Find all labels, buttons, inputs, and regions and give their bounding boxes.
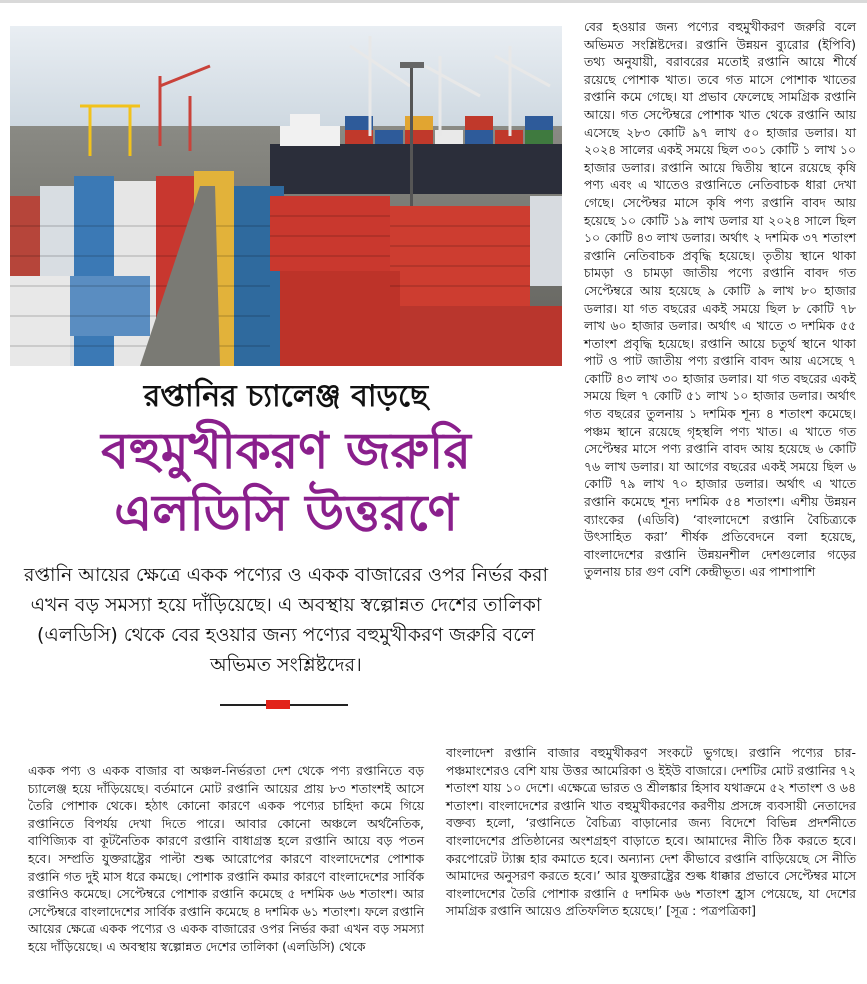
- divider-accent-mark: [266, 700, 290, 709]
- headline-line-2: এলডিসি উত্তরণে: [114, 483, 458, 542]
- headline-line-1: বহুমুখীকরণ জরুরি: [101, 421, 471, 480]
- article-left-column: একক পণ্য ও একক বাজার বা অঞ্চল-নির্ভরতা দেশ থেকে পণ্য রপ্তানিতে বড় চ্যালেঞ্জ হয়ে দাঁড়িয়েছে। বর্তমানে মোট রপ্তানি আয়ের প্রায় ৮৩ শতাংশই আসে তৈরি পোশাক থেকে। হঠাৎ কোনো কারণে একক পণ্যের চাহিদা কমে গিয়ে রপ্তানিতে বিপর্যয় দেখা দিতে পারে। আবার কোনো অঞ্চলে অর্থনৈতিক, বাণিজ্যিক বা কূটনৈতিক কারণে রপ্তানি বাধাগ্রস্ত হলে রপ্তানি আয়ে বড় পতন হবে। সম্প্রতি যুক্তরাষ্ট্রের পাল্টা শুল্ক আরোপের কারণে বাংলাদেশের পোশাক রপ্তানি গত দুই মাস ধরে কমছে। পোশাক রপ্তানি কমার কারণে বাংলাদেশের সার্বিক রপ্তানিও কমেছে। সেপ্টেম্বরে পোশাক রপ্তানি কমেছে ৫ দশমিক ৬৬ শতাংশ। আর সেপ্টেম্বরে বাংলাদেশের সার্বিক রপ্তানি কমেছে ৪ দশমিক ৬১ শতাংশ। ফলে রপ্তানি আয়ের ক্ষেত্রে একক পণ্যের ও একক বাজারের ওপর নির্ভর করা এখন বড় সমস্যা হয়ে দাঁড়িয়েছে। এ অবস্থায় স্বল্পোন্নত দেশের তালিকা (এলডিসি) থেকে: [28, 763, 424, 954]
- article-wide-column: বাংলাদেশ রপ্তানি বাজার বহুমুখীকরণ সংকটে ভুগছে। রপ্তানি পণ্যের চার-পঞ্চমাংশেরও বেশি যায় উত্তর আমেরিকা ও ইইউ বাজারে। দেশটির মোট রপ্তানির ৭২ শতাংশ যায় ১০ দেশে। এক্ষেত্রে ভারত ও শ্রীলঙ্কার হিসাব যথাক্রমে ৫২ শতাংশ ও ৬৪ শতাংশ। বাংলাদেশের রপ্তানি খাত বহুমুখীকরণের করণীয় প্রসঙ্গে ব্যবসায়ী নেতাদের বক্তব্য হলো, ‘রপ্তানিতে বৈচিত্র্য বাড়ানোর জন্য বিদেশে বিভিন্ন প্রদর্শনীতে বাংলাদেশের প্রতিষ্ঠানের অংশগ্রহণ বাড়াতে হবে। আমাদের নীতি ঠিক করতে হবে। করপোরেট ট্যাক্স হার কমাতে হবে। অন্যান্য দেশ কীভাবে রপ্তানি বাড়িয়েছে সে নীতি আমাদের অনুসরণ করতে হবে।’ আর যুক্তরাষ্ট্রের শুল্ক ধাক্কার প্রভাবে সেপ্টেম্বর মাসে বাংলাদেশের তৈরি পোশাক রপ্তানি ৫ দশমিক ৬৬ শতাংশ হ্রাস পেয়েছে, যা দেশের সামগ্রিক রপ্তানি আয়েও প্রতিফলিত হয়েছে।’ [সূত্র : পত্রপত্রিকা]: [446, 745, 856, 919]
- article-subheadline: রপ্তানির চ্যালেঞ্জ বাড়ছে: [143, 379, 429, 414]
- article-headline: [10, 420, 562, 544]
- port-photo: [10, 26, 562, 366]
- article-lead: রপ্তানি আয়ের ক্ষেত্রে একক পণ্যের ও একক বাজারের ওপর নির্ভর করা এখন বড় সমস্যা হয়ে দাঁড়িয়েছে। এ অবস্থায় স্বল্পোন্নত দেশের তালিকা (এলডিসি) থেকে বের হওয়ার জন্য পণ্যের বহুমুখীকরণ জরুরি বলে অভিমত সংশ্লিষ্টদের।: [23, 564, 549, 676]
- article-right-column: বের হওয়ার জন্য পণ্যের বহুমুখীকরণ জরুরি বলে অভিমত সংশ্লিষ্টদের। রপ্তানি উন্নয়ন ব্যুরোর (ইপিবি) তথ্য অনুযায়ী, বরাবরের মতোই রপ্তানি আয়ে শীর্ষে রয়েছে পোশাক খাত। তবে গত মাসে পোশাক খাতের রপ্তানি কমে গেছে। যা প্রভাব ফেলেছে সামগ্রিক রপ্তানি আয়ে। গত সেপ্টেম্বরে পোশাক খাত থেকে রপ্তানি আয় এসেছে ২৮৩ কোটি ৯৭ লাখ ৫০ হাজার ডলার। যা ২০২৪ সালের একই সময়ে ছিল ৩০১ কোটি ১ লাখ ১০ হাজার ডলার। রপ্তানি আয়ে দ্বিতীয় স্থানে রয়েছে কৃষি পণ্য এবং এ খাতেও রপ্তানিতে নেতিবাচক ধারা দেখা গেছে। সেপ্টেম্বর মাসে কৃষি পণ্য রপ্তানি বাবদ আয় হয়েছে ১০ কোটি ১৯ লাখ ডলার যা ২০২৪ সালে ছিল ১০ কোটি ৪৩ লাখ ডলার। অর্থাৎ ২ দশমিক ৩৭ শতাংশ রপ্তানি নেতিবাচক প্রবৃদ্ধি হয়েছে। তৃতীয় স্থানে থাকা চামড়া ও চামড়া জাতীয় পণ্যে রপ্তানি বাবদ গত সেপ্টেম্বরে আয় হয়েছে ৯ কোটি ৯ লাখ ৮০ হাজার ডলার। যা গত বছরের একই সময়ে ছিল ৮ কোটি ৭৮ লাখ ৬০ হাজার ডলার। অর্থাৎ এ খাতে ৩ দশমিক ৫৫ শতাংশ প্রবৃদ্ধি হয়েছে। রপ্তানি আয়ে চতুর্থ স্থানে থাকা পাট ও পাট জাতীয় পণ্য রপ্তানি বাবদ আয় এসেছে ৭ কোটি ৪৩ লাখ ৩০ হাজার ডলার। যা গত বছরের একই সময়ে ছিল ৭ কোটি ৫১ লাখ ১০ হাজার ডলার। অর্থাৎ গত বছরের তুলনায় ১ দশমিক শূন্য ৪ শতাংশ কমেছে। পঞ্চম স্থানে রয়েছে গৃহস্থলি পণ্য খাত। এ খাতে গত সেপ্টেম্বর মাসে পণ্য রপ্তানি বাবদ আয় হয়েছে ৬ কোটি ৭৬ লাখ ডলার। যা আগের বছরের একই সময়ে ছিল ৬ কোটি ৭৯ লাখ ৭০ হাজার ডলার। অর্থাৎ এ খাতে রপ্তানি কমেছে শূন্য দশমিক ৫৪ শতাংশ। এশীয় উন্নয়ন ব্যাংকের (এডিবি) ‘বাংলাদেশে রপ্তানি বৈচিত্র্যকে উৎসাহিত করা’ শীর্ষক প্রতিবেদনে বলা হয়েছে, বাংলাদেশের রপ্তানি উন্নয়নশীল দেশগুলোর গড়ের তুলনায় চার গুণ বেশি কেন্দ্রীভূত। এর পাশাপাশি: [584, 19, 856, 580]
- top-rule: [0, 0, 867, 3]
